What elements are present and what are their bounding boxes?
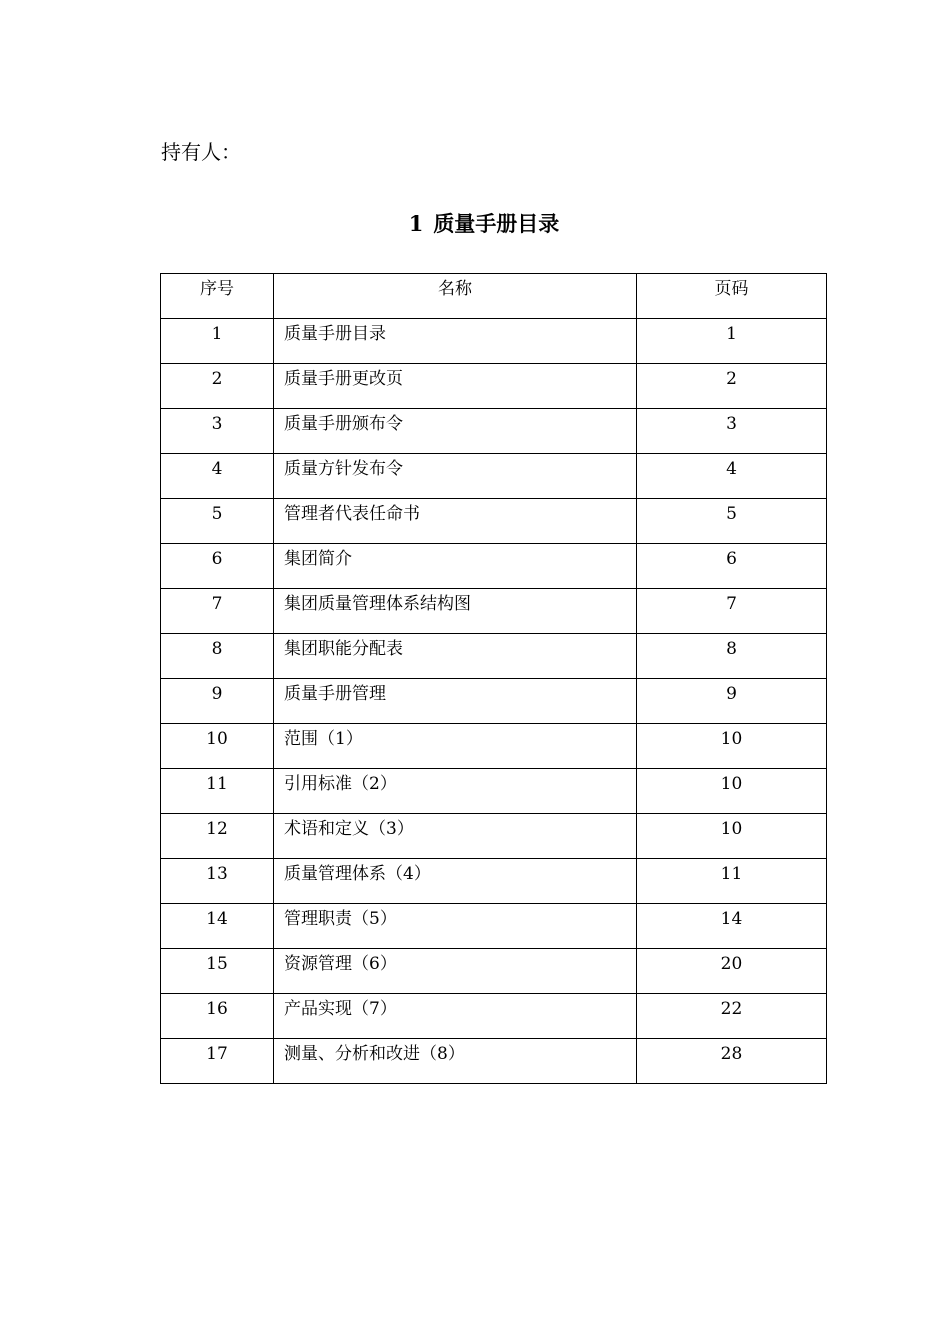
row-seq: 5 <box>161 499 274 544</box>
row-page: 20 <box>637 949 827 994</box>
row-seq: 15 <box>161 949 274 994</box>
header-name: 名称 <box>274 274 637 319</box>
row-name: 质量手册更改页 <box>274 364 637 409</box>
row-name: 集团职能分配表 <box>274 634 637 679</box>
row-name: 测量、分析和改进（8） <box>274 1039 637 1084</box>
row-page: 10 <box>637 769 827 814</box>
row-seq: 17 <box>161 1039 274 1084</box>
table-row <box>161 589 827 634</box>
header-page: 页码 <box>637 274 827 319</box>
table-row <box>161 364 827 409</box>
table-row <box>161 904 827 949</box>
row-seq: 4 <box>161 454 274 499</box>
row-page: 6 <box>637 544 827 589</box>
table-header-row <box>161 274 827 319</box>
row-seq: 10 <box>161 724 274 769</box>
row-name: 范围（1） <box>274 724 637 769</box>
row-name: 产品实现（7） <box>274 994 637 1039</box>
row-seq: 3 <box>161 409 274 454</box>
row-name: 质量管理体系（4） <box>274 859 637 904</box>
row-page: 3 <box>637 409 827 454</box>
row-seq: 9 <box>161 679 274 724</box>
row-seq: 12 <box>161 814 274 859</box>
row-name: 质量手册目录 <box>274 319 637 364</box>
row-name: 资源管理（6） <box>274 949 637 994</box>
row-page: 14 <box>637 904 827 949</box>
row-name: 质量方针发布令 <box>274 454 637 499</box>
row-name: 集团质量管理体系结构图 <box>274 589 637 634</box>
title-number: 1 <box>408 211 424 236</box>
row-name: 质量手册管理 <box>274 679 637 724</box>
row-seq: 2 <box>161 364 274 409</box>
row-seq: 6 <box>161 544 274 589</box>
table-row <box>161 634 827 679</box>
row-name: 管理者代表任命书 <box>274 499 637 544</box>
row-page: 4 <box>637 454 827 499</box>
row-seq: 14 <box>161 904 274 949</box>
table-row <box>161 859 827 904</box>
row-page: 8 <box>637 634 827 679</box>
row-seq: 16 <box>161 994 274 1039</box>
table-body <box>161 319 827 1084</box>
table-row <box>161 409 827 454</box>
row-seq: 11 <box>161 769 274 814</box>
row-page: 7 <box>637 589 827 634</box>
row-page: 22 <box>637 994 827 1039</box>
row-page: 9 <box>637 679 827 724</box>
row-name: 管理职责（5） <box>274 904 637 949</box>
holder-label: 持有人： <box>161 140 241 164</box>
table-row <box>161 994 827 1039</box>
row-page: 5 <box>637 499 827 544</box>
row-seq: 1 <box>161 319 274 364</box>
table-row <box>161 454 827 499</box>
row-name: 质量手册颁布令 <box>274 409 637 454</box>
table-row <box>161 1039 827 1084</box>
table-row <box>161 499 827 544</box>
row-name: 术语和定义（3） <box>274 814 637 859</box>
table-row <box>161 319 827 364</box>
row-name: 引用标准（2） <box>274 769 637 814</box>
page-title <box>0 208 950 240</box>
title-text: 质量手册目录 <box>433 212 560 236</box>
row-page: 10 <box>637 724 827 769</box>
row-page: 11 <box>637 859 827 904</box>
table-row <box>161 949 827 994</box>
table-row <box>161 724 827 769</box>
row-seq: 13 <box>161 859 274 904</box>
row-page: 28 <box>637 1039 827 1084</box>
row-seq: 7 <box>161 589 274 634</box>
row-page: 10 <box>637 814 827 859</box>
table-row <box>161 769 827 814</box>
row-seq: 8 <box>161 634 274 679</box>
row-page: 1 <box>637 319 827 364</box>
header-seq: 序号 <box>161 274 274 319</box>
row-page: 2 <box>637 364 827 409</box>
table-row <box>161 814 827 859</box>
row-name: 集团简介 <box>274 544 637 589</box>
toc-table <box>160 273 827 1084</box>
table-row <box>161 679 827 724</box>
table-row <box>161 544 827 589</box>
